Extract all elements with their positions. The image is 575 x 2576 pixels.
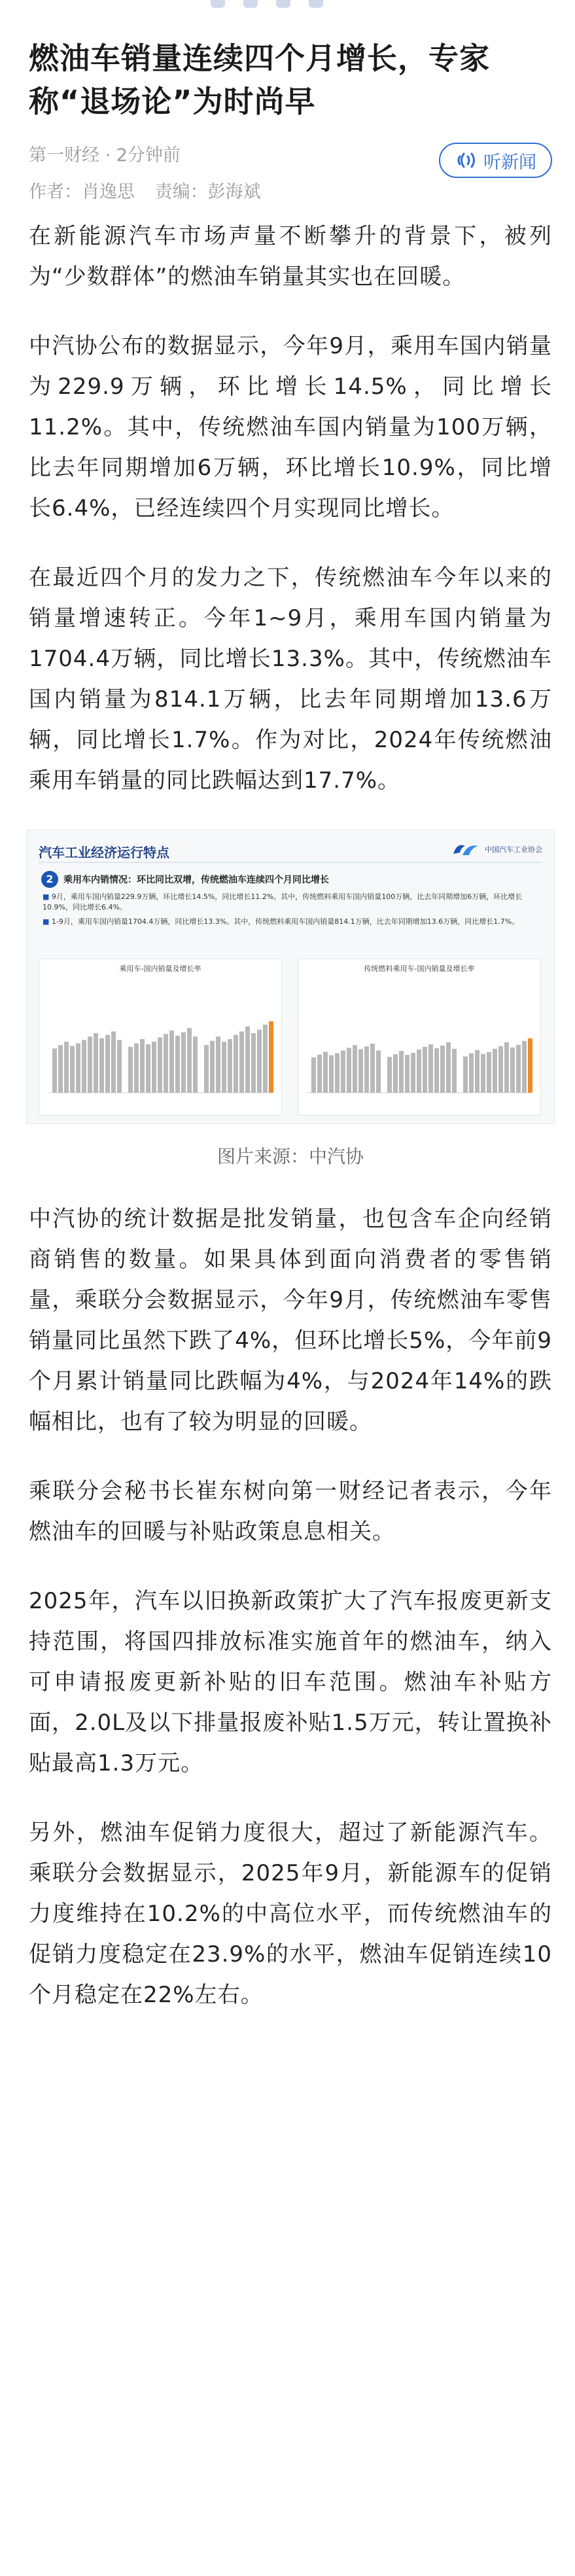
chart-bar bbox=[164, 1034, 168, 1093]
chart-bar bbox=[82, 1040, 86, 1093]
chart-bar bbox=[370, 1044, 375, 1093]
chart-bar bbox=[269, 1021, 273, 1093]
chart-bar bbox=[393, 1054, 398, 1093]
chart-bar bbox=[140, 1039, 145, 1093]
chart-bar bbox=[446, 1042, 451, 1093]
caam-logo-icon bbox=[451, 841, 481, 858]
chart-bar bbox=[335, 1053, 340, 1093]
section-heading: 乘用车内销情况：环比同比双增，传统燃油车连续四个月同比增长 bbox=[63, 875, 329, 885]
chart-bar bbox=[417, 1050, 421, 1093]
chart-bar bbox=[105, 1035, 110, 1093]
figure-title: 汽车工业经济运行特点 bbox=[39, 845, 169, 860]
chart-bar bbox=[440, 1046, 445, 1093]
top-icon-fragment bbox=[309, 0, 323, 8]
chart-bar bbox=[317, 1055, 322, 1093]
chart-bar bbox=[99, 1038, 104, 1093]
author: 作者：肖逸思 bbox=[29, 182, 135, 202]
chart-bar bbox=[452, 1049, 457, 1093]
chart-bar bbox=[387, 1057, 392, 1093]
chart-bar bbox=[216, 1036, 220, 1093]
left-chart-plot bbox=[39, 976, 281, 1114]
chart-bar bbox=[111, 1031, 116, 1093]
editor: 责编：彭海斌 bbox=[154, 182, 261, 202]
left-chart-title: 乘用车-国内销量及增长率 bbox=[119, 964, 201, 973]
chart-bar bbox=[128, 1047, 133, 1093]
section-number: 2 bbox=[41, 871, 58, 888]
chart-bar bbox=[434, 1048, 439, 1093]
chart-bar bbox=[263, 1025, 268, 1093]
top-icon-fragment bbox=[243, 0, 258, 8]
author-line bbox=[29, 179, 552, 205]
chart-bar bbox=[510, 1048, 515, 1093]
top-icon-fragment bbox=[276, 0, 290, 8]
figure-bullet-text: 1-9月，乘用车国内销量1704.4万辆，同比增长13.3%。其中，传统燃料乘用车国内销量814.1万辆，比去年同期增加13.6万辆，同比增长1.7%。 bbox=[51, 917, 519, 926]
chart-bar bbox=[175, 1036, 180, 1093]
right-mini-chart bbox=[298, 959, 541, 1116]
chart-bar bbox=[251, 1033, 256, 1093]
chart-bar bbox=[428, 1044, 433, 1093]
chart-bar bbox=[193, 1036, 198, 1093]
chart-bar bbox=[234, 1035, 238, 1093]
top-icon-fragment bbox=[211, 0, 225, 8]
right-chart-plot bbox=[298, 976, 540, 1114]
chart-bar bbox=[146, 1044, 150, 1093]
chart-bar bbox=[516, 1045, 521, 1093]
figure-section bbox=[41, 871, 329, 888]
chart-bar bbox=[311, 1057, 316, 1093]
article-header bbox=[29, 37, 552, 205]
source-time: 第一财经 · 2分钟前 bbox=[29, 145, 181, 166]
figure-bullet: ■ 1-9月，乘用车国内销量1704.4万辆，同比增长13.3%。其中，传统燃料乘用车国内销量814.1万辆，比去年同期增加13.6万辆，同比增长1.7%。 bbox=[43, 917, 519, 926]
article-body bbox=[29, 216, 552, 2044]
article-title: 燃油车销量连续四个月增长，专家称“退场论”为时尚早 bbox=[29, 41, 490, 119]
chart-bar bbox=[504, 1042, 509, 1093]
paragraph: 中汽协公布的数据显示，今年9月，乘用车国内销量为229.9万辆，环比增长14.5%，同比增长11.2%。其中，传统燃油车国内销量为100万辆，比去年同期增加6万辆，环比增长10.9%，同比增长6.4%，已经连续四个月实现同比增长。 bbox=[29, 333, 552, 521]
paragraph: 在新能源汽车市场声量不断攀升的背景下，被列为“少数群体”的燃油车销量其实也在回暖。 bbox=[29, 223, 552, 290]
chart-bar bbox=[257, 1030, 262, 1093]
chart-bar bbox=[245, 1027, 250, 1093]
chart-bar bbox=[399, 1051, 404, 1093]
listen-news-button[interactable] bbox=[439, 143, 552, 178]
chart-bar bbox=[522, 1041, 527, 1093]
paragraph: 在最近四个月的发力之下，传统燃油车今年以来的销量增速转正。今年1~9月，乘用车国内销量为1704.4万辆，同比增长13.3%。其中，传统燃油车国内销量为814.1万辆，比去年同期增加13.6万辆，同比增长1.7%。作为对比，2024年传统燃油乘用车销量的同比跌幅达到17.7%。 bbox=[29, 565, 552, 794]
article-figure[interactable] bbox=[26, 830, 555, 1170]
right-chart-title: 传统燃料乘用车-国内销量及增长率 bbox=[364, 964, 475, 973]
status-bar-fragment bbox=[0, 0, 575, 16]
left-mini-chart bbox=[39, 959, 282, 1116]
paragraph: 2025年，汽车以旧换新政策扩大了汽车报废更新支持范围，将国四排放标准实施首年的燃油车，纳入可申请报废更新补贴的旧车范围。燃油车补贴方面，2.0L及以下排量报废补贴1.5万元，转让置换补贴最高1.3万元。 bbox=[29, 1588, 552, 1776]
chart-bar bbox=[364, 1046, 369, 1093]
chart-bar bbox=[475, 1050, 479, 1093]
chart-bar bbox=[152, 1042, 156, 1093]
chart-bar bbox=[323, 1052, 328, 1093]
figure-header bbox=[39, 841, 542, 863]
chart-bar bbox=[528, 1038, 532, 1093]
figure-image[interactable] bbox=[26, 830, 555, 1124]
chart-bar bbox=[204, 1045, 209, 1093]
chart-bar bbox=[405, 1055, 409, 1093]
chart-bar bbox=[358, 1049, 363, 1093]
chart-bar bbox=[94, 1033, 98, 1093]
caam-logo bbox=[451, 841, 542, 858]
chart-bar bbox=[64, 1042, 69, 1093]
listen-label: 听新闻 bbox=[483, 152, 536, 173]
chart-bar bbox=[487, 1052, 491, 1093]
chart-bar bbox=[181, 1032, 186, 1093]
chart-bar bbox=[411, 1053, 415, 1093]
chart-bar bbox=[493, 1049, 497, 1093]
chart-bar bbox=[187, 1028, 192, 1093]
chart-bar bbox=[70, 1046, 75, 1093]
chart-bar bbox=[117, 1040, 122, 1093]
figure-org: 中国汽车工业协会 bbox=[485, 845, 542, 854]
chart-bar bbox=[222, 1042, 226, 1093]
figure-caption: 图片来源：中汽协 bbox=[217, 1146, 364, 1167]
chart-bar bbox=[498, 1046, 503, 1093]
chart-bar bbox=[423, 1047, 427, 1093]
chart-bar bbox=[347, 1048, 351, 1093]
paragraph: 另外，燃油车促销力度很大，超过了新能源汽车。乘联分会数据显示，2025年9月，新能源车的促销力度维持在10.2%的中高位水平，而传统燃油车的促销力度稳定在23.9%的水平，燃油车促销连续10个月稳定在22%左右。 bbox=[29, 1820, 552, 2008]
chart-bar bbox=[341, 1051, 345, 1093]
paragraph: 乘联分会秘书长崔东树向第一财经记者表示，今年燃油车的回暖与补贴政策息息相关。 bbox=[29, 1478, 552, 1545]
chart-bar bbox=[463, 1057, 468, 1093]
figure-bullets bbox=[43, 892, 546, 931]
chart-bar bbox=[469, 1053, 474, 1093]
chart-bar bbox=[353, 1045, 357, 1093]
chart-bar bbox=[158, 1038, 162, 1093]
figure-bullet: ■ 9月，乘用车国内销量229.9万辆，环比增长14.5%，同比增长11.2%。其中，传统燃料乘用车国内销量100万辆，比去年同期增加6万辆，环比增长10.9%，同比增长6.4%。 bbox=[43, 892, 523, 911]
chart-bar bbox=[88, 1036, 92, 1093]
chart-bar bbox=[58, 1045, 63, 1093]
chart-bar bbox=[228, 1039, 232, 1093]
sound-wave-icon bbox=[451, 151, 477, 169]
figure-bullet-text: 9月，乘用车国内销量229.9万辆，环比增长14.5%，同比增长11.2%。其中，传统燃料乘用车国内销量100万辆，比去年同期增加6万辆，环比增长10.9%，同比增长6.4%。 bbox=[43, 892, 523, 911]
chart-bar bbox=[239, 1031, 244, 1093]
paragraph: 中汽协的统计数据是批发销量，也包含车企向经销商销售的数量。如果具体到面向消费者的零售销量，乘联分会数据显示，今年9月，传统燃油车零售销量同比虽然下跌了4%，但环比增长5%，今年前9个月累计销量同比跌幅为4%，与2024年14%的跌幅相比，也有了较为明显的回暖。 bbox=[29, 1206, 552, 1435]
chart-bar bbox=[329, 1055, 334, 1093]
meta-row bbox=[29, 143, 552, 177]
chart-bar bbox=[481, 1054, 485, 1093]
chart-bar bbox=[169, 1031, 174, 1093]
chart-bar bbox=[52, 1048, 57, 1093]
chart-bar bbox=[76, 1044, 80, 1093]
chart-bar bbox=[134, 1044, 139, 1093]
chart-bar bbox=[210, 1041, 215, 1093]
chart-bar bbox=[376, 1051, 381, 1093]
